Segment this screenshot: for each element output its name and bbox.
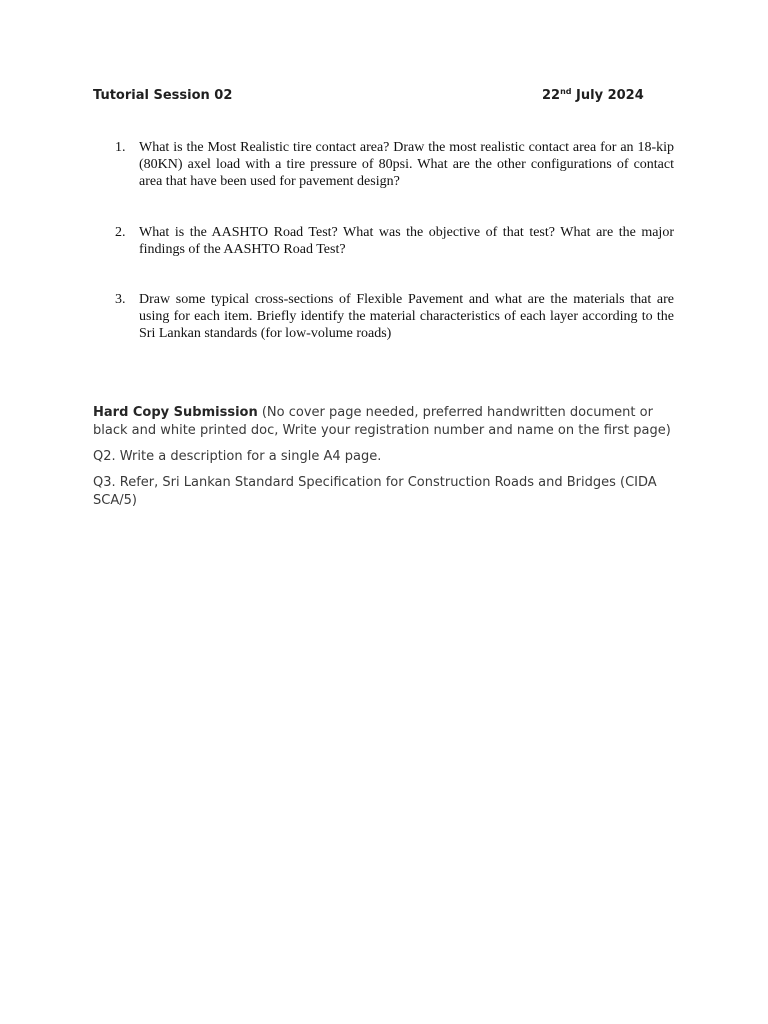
date-ordinal-suffix: nd xyxy=(560,87,572,96)
date-month-year: July 2024 xyxy=(571,88,644,103)
question-item xyxy=(93,224,674,258)
note-q2: Q2. Write a description for a single A4 page. xyxy=(93,449,382,464)
submission-instructions xyxy=(93,404,673,440)
question-text: What is the AASHTO Road Test? What was the objective of that test? What are the major findings of the AASHTO Road Test? xyxy=(139,225,674,257)
submission-details: (No cover page needed, preferred handwritten document or black and white printed doc, Write your registration number and name on the first page) xyxy=(93,405,671,438)
question-number: 1. xyxy=(115,140,126,155)
question-text: What is the Most Realistic tire contact area? Draw the most realistic contact area for an 18-kip (80KN) axel load with a tire pressure of 80psi. What are the other configurations of contact area that have been used for pavement design? xyxy=(139,140,674,189)
page-header xyxy=(93,87,644,108)
note-q3: Q3. Refer, Sri Lankan Standard Specification for Construction Roads and Bridges (CIDA SCA/5) xyxy=(93,475,657,508)
question-item xyxy=(93,139,674,190)
question-text: Draw some typical cross-sections of Flexible Pavement and what are the materials that are using for each item. Briefly identify the material characteristics of each layer according to the Sri Lankan standards (for low-volume roads) xyxy=(139,292,674,341)
question-number: 2. xyxy=(115,225,126,240)
submission-notes xyxy=(93,404,673,518)
tutorial-title: Tutorial Session 02 xyxy=(93,88,233,103)
question-item xyxy=(93,291,674,342)
submission-heading: Hard Copy Submission xyxy=(93,405,258,420)
session-date xyxy=(542,88,644,103)
date-day: 22 xyxy=(542,88,561,103)
question-number: 3. xyxy=(115,292,126,307)
question-list xyxy=(93,139,674,342)
